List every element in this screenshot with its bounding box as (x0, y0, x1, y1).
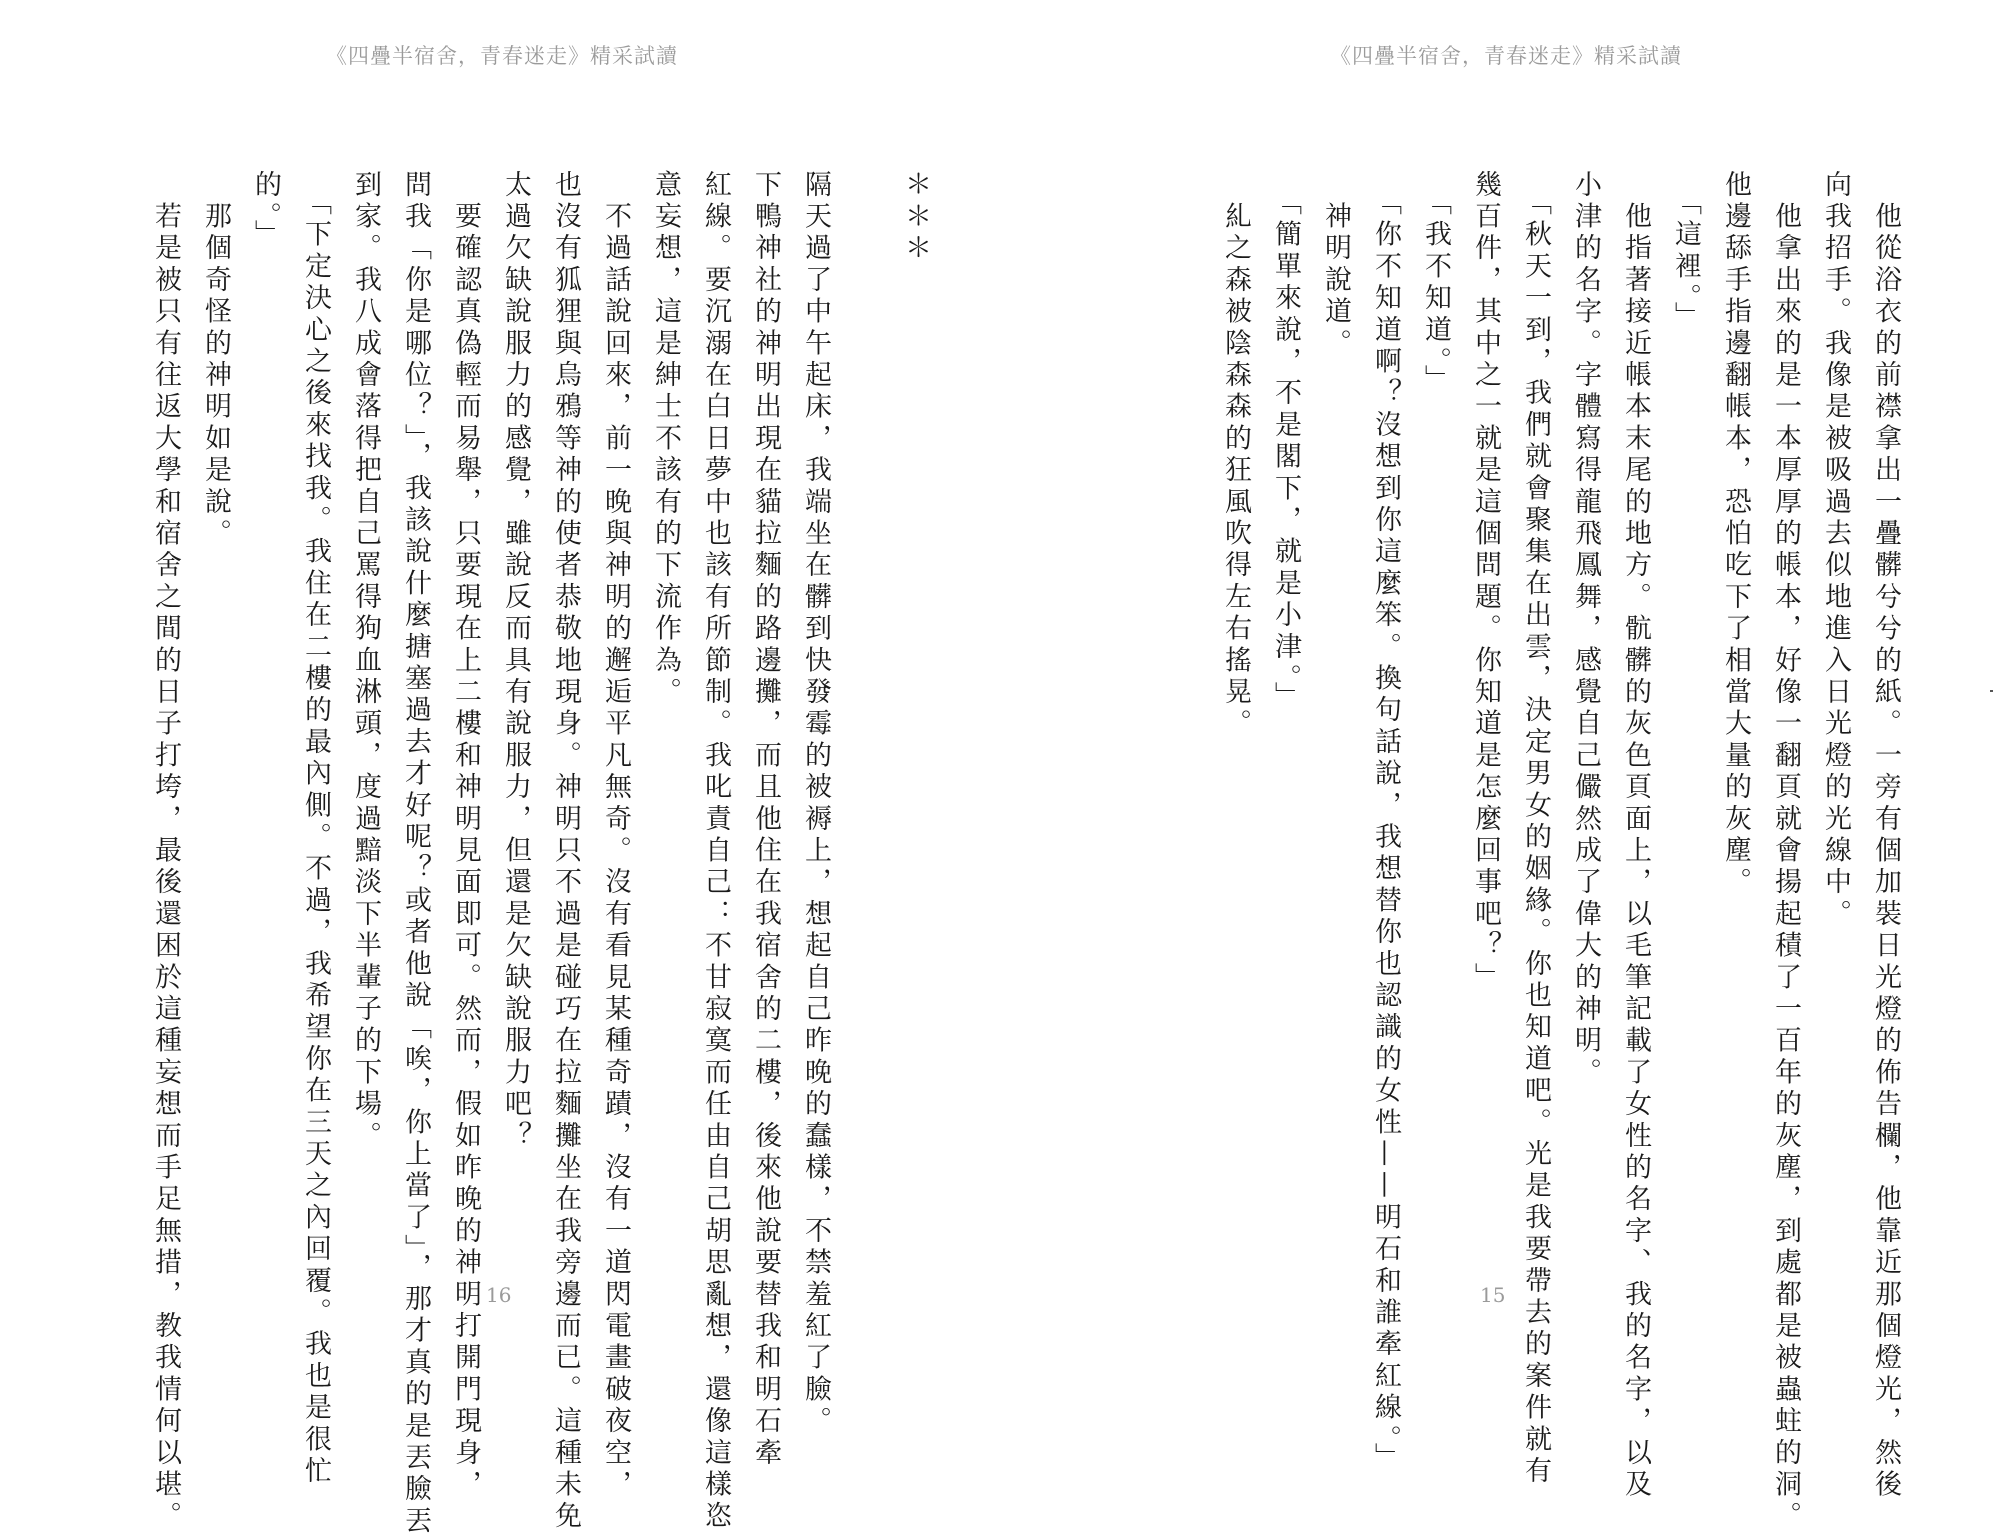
body-column: 「你不知道啊？沒想到你這麼笨。換句話說，我想替你也認識的女性——明石和誰牽紅線。」 (1370, 170, 1401, 1475)
scene-break: ＊＊＊ (900, 170, 931, 266)
body-column: 向我招手。我像是被吸過去似地進入日光燈的光線中。 (1820, 170, 1851, 931)
body-column: 「秋天一到，我們就會聚集在出雲，決定男女的姻緣。你也知道吧。光是我要帶去的案件就有 (1520, 170, 1551, 1488)
body-column: 「簡單來說，不是閣下，就是小津。」 (1270, 170, 1301, 714)
body-column: 也沒有狐狸與烏鴉等神的使者恭敬地現身。神明只不過是碰巧在拉麵攤坐在我旁邊而已。這種未免 (550, 170, 581, 1534)
body-column: 那個奇怪的神明如是說。 (200, 170, 231, 551)
page-number-right: 15 (1480, 1283, 1506, 1307)
body-column: 紅線。要沉溺在白日夢中也該有所節制。我叱責自己：不甘寂寞而任由自己胡思亂想，還像這樣恣 (700, 170, 731, 1534)
body-column: 問我「你是哪位？」，我該說什麼搪塞過去才好呢？或者他說「唉，你上當了」，那才真的是丟臉丟 (400, 170, 431, 1538)
body-column: 幾百件，其中之一就是這個問題。你知道是怎麼回事吧？」 (1470, 170, 1501, 995)
running-header-right: 《四疊半宿舍，青春迷走》精采試讀 (1330, 44, 1682, 68)
body-column: 他指著接近帳本末尾的地方。骯髒的灰色頁面上，以毛筆記載了女性的名字、我的名字，以及 (1620, 170, 1651, 1502)
body-column: 下鴨神社的神明出現在貓拉麵的路邊攤，而且他住在我宿舍的二樓，後來他說要替我和明石牽 (750, 170, 781, 1470)
body-column: 若是被只有往返大學和宿舍之間的日子打垮，最後還困於這種妄想而手足無措，教我情何以堪。 (150, 170, 181, 1534)
body-column: 到家。我八成會落得把自己罵得狗血淋頭，度過黯淡下半輩子的下場。 (350, 170, 381, 1153)
body-column: 糺之森被陰森森的狂風吹得左右搖晃。 (1220, 170, 1251, 741)
body-column: 他從浴衣的前襟拿出一疊髒兮兮的紙。一旁有個加裝日光燈的佈告欄，他靠近那個燈光，然後 (1870, 170, 1901, 1502)
body-column: 不過話說回來，前一晚與神明的邂逅平凡無奇。沒有看見某種奇蹟，沒有一道閃電畫破夜空， (600, 170, 631, 1502)
body-column: 的。」 (250, 170, 281, 252)
page-number-left: 16 (486, 1283, 512, 1307)
body-column: 「下定決心之後來找我。我住在二樓的最內側。不過，我希望你在三天之內回覆。我也是很忙 (300, 170, 331, 1488)
body-column: 隔天過了中午起床，我端坐在髒到快發霉的被褥上，想起自己昨晚的蠢樣，不禁羞紅了臉。 (800, 170, 831, 1438)
column-gap (840, 170, 890, 1250)
body-column: 他邊舔手指邊翻帳本，恐怕吃下了相當大量的灰塵。 (1720, 170, 1751, 900)
body-column: 他拿出來的是一本厚厚的帳本，好像一翻頁就會揚起積了一百年的灰塵，到處都是被蟲蛀的洞。 (1770, 170, 1801, 1534)
body-column: 小津的名字。字體寫得龍飛鳳舞，感覺自己儼然成了偉大的神明。 (1570, 170, 1601, 1090)
body-column: 「我不知道。」 (1420, 170, 1451, 397)
right-page (1000, 0, 2000, 1534)
body-column: 要確認真偽輕而易舉，只要現在上二樓和神明見面即可。然而，假如昨晚的神明打開門現身， (450, 170, 481, 1502)
body-column: 太過欠缺說服力的感覺，雖說反而具有說服力，但還是欠缺說服力吧？ (500, 170, 531, 1153)
body-column: 「這裡。」 (1670, 170, 1701, 334)
body-column: 神明說道。 (1320, 170, 1351, 361)
page-edge-mark (1990, 690, 1993, 692)
running-header-left: 《四疊半宿舍，青春迷走》精采試讀 (326, 44, 678, 68)
body-column: 意妄想，這是紳士不該有的下流作為。 (650, 170, 681, 709)
